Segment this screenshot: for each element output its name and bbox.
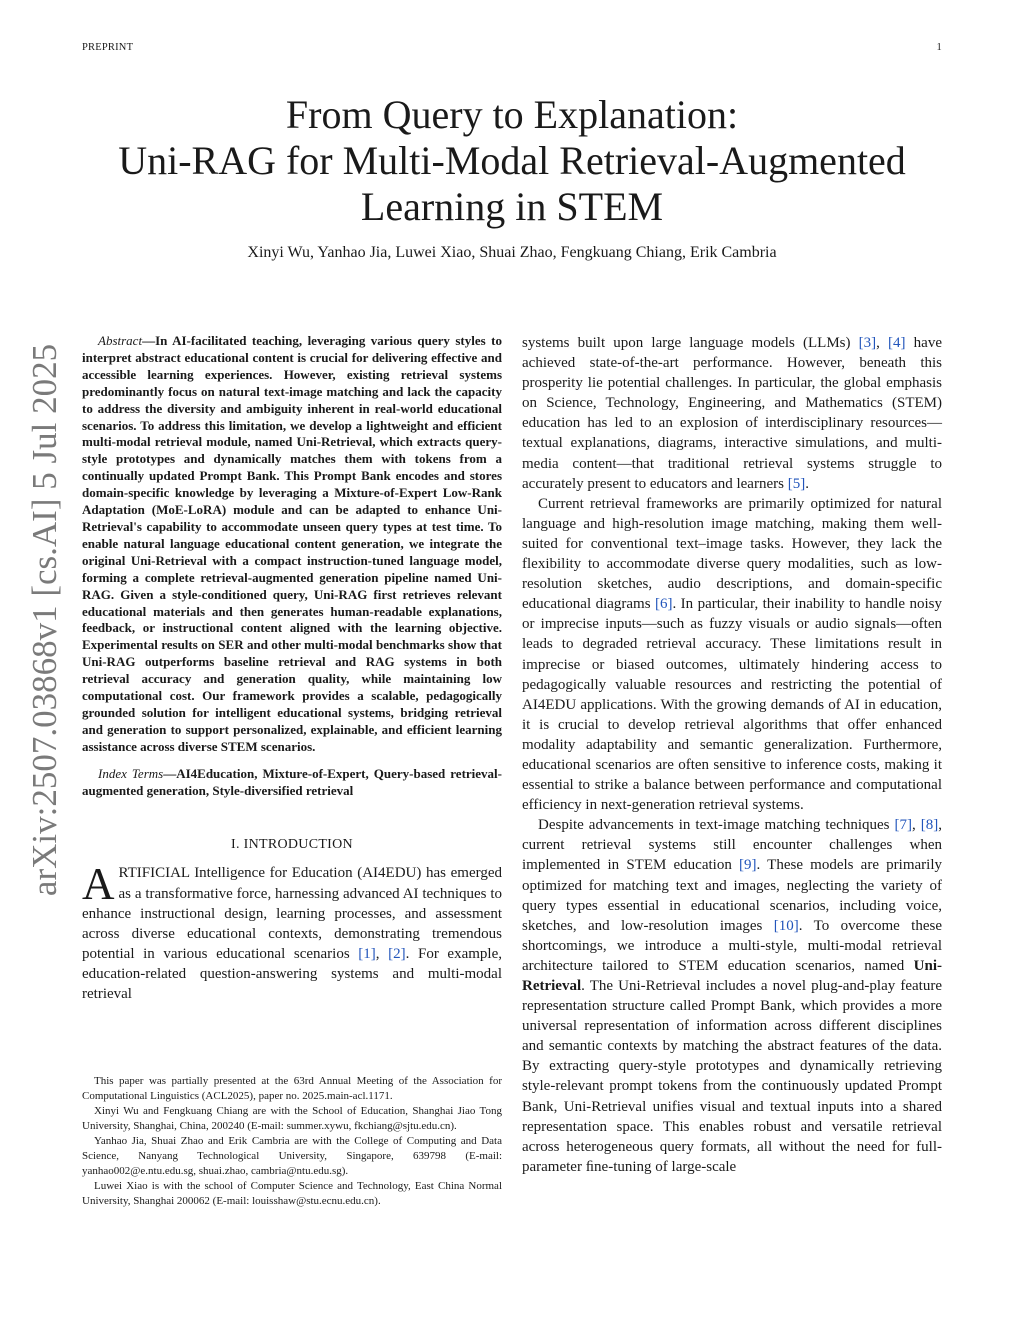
arxiv-stamp: arXiv:2507.03868v1 [cs.AI] 5 Jul 2025 bbox=[25, 343, 64, 897]
section-heading bbox=[82, 837, 502, 853]
section-title-rest: NTRODUCTION bbox=[248, 837, 353, 853]
right-column bbox=[522, 333, 942, 1177]
index-terms-label: Index Terms bbox=[98, 765, 164, 781]
section-number: I. bbox=[231, 837, 240, 853]
body-text: . To overcome these shortcomings, we introduce a multi-style, multi-modal retrieval architecture tailored to STEM education scenarios, named bbox=[522, 917, 942, 974]
title-line-2: Uni-RAG for Multi-Modal Retrieval-Augmented bbox=[118, 138, 906, 183]
intro-text: , bbox=[375, 945, 389, 962]
intro-text: Intelligence for Education (AI4EDU) has emerged as a transformative force, harnessing advanced AI techniques to enhance instructional design, learning processes, and assessment across diverse educational contexts, demonstrating tremendous potential in various educational scenarios bbox=[82, 865, 502, 962]
citation-link[interactable]: [5] bbox=[787, 475, 806, 492]
title-line-1: From Query to Explanation: bbox=[285, 92, 739, 137]
citation-link[interactable]: [9] bbox=[739, 857, 757, 874]
abstract-text: —In AI-facilitated teaching, leveraging various query styles to interpret abstract educational content is crucial for delivering effective and accessible learning experiences. However, existing retrieval systems predominantly focus on natural text-image matching and lack the capacity to address the diversity and ambiguity inherent in real-world educational scenarios. To address this limitation, we develop a lightweight and efficient multi-modal retrieval module, named Uni-Retrieval, which extracts query-style prototypes and dynamically matches them with tokens from a continually updated Prompt Bank. This Prompt Bank encodes and stores domain-specific knowledge by leveraging a Mixture-of-Expert Low-Rank Adaptation (MoE-LoRA) module and can be adapted to enhance Uni-Retrieval's capability to accommodate unseen query types at test time. To enable natural language educational content generation, we integrate the original Uni-Retrieval with a compact instruction-tuned language model, forming a complete retrieval-augmented generation pipeline named Uni-RAG. Given a style-conditioned query, Uni-RAG first retrieves relevant educational materials and then generates human-readable explanations, feedback, or instructional content aligned with the learning objective. Experimental results on SER and other multi-modal benchmarks show that Uni-RAG outperforms baseline retrieval and RAG systems in both retrieval accuracy and generation quality, while maintaining low computational cost. Our framework provides a scalable, pedagogically grounded solution for intelligent educational systems, bridging retrieval and generation to support personalized, explainable, and efficient learning assistance across diverse STEM scenarios. bbox=[82, 333, 502, 754]
body-paragraph-3 bbox=[522, 815, 942, 1177]
body-text: , bbox=[912, 817, 921, 834]
section-title-first: I bbox=[243, 837, 249, 853]
citation-link[interactable]: [4] bbox=[888, 335, 906, 351]
body-text: . The Uni-Retrieval includes a novel plug-and-play feature representation structure called Prompt Bank, which provides a more universal representation of information across different disciplines and semantic contexts by matching the abstract features of the data. By extracting query-style prototypes and dynamically retrieving style-relevant prompt tokens from the continuously updated Prompt Bank, Uni-Retrieval unifies visual and textual inputs into a shared representation space. This enables robust and versatile retrieval across heterogeneous query formats, all without the need for full-parameter ﬁne-tuning of large-scale bbox=[522, 978, 942, 1175]
body-text: Despite advancements in text-image matching techniques bbox=[538, 817, 895, 834]
footnote: Xinyi Wu and Fengkuang Chiang are with the School of Education, Shanghai Jiao Tong University, Shanghai, China, 200240 (E-mail: summer.xywu, fkchiang@sjtu.edu.cn). bbox=[82, 1105, 502, 1132]
citation-link[interactable]: [8] bbox=[920, 817, 939, 834]
body-paragraph-2 bbox=[522, 494, 942, 816]
citation-link[interactable]: [10] bbox=[773, 917, 799, 934]
footnote: This paper was partially presented at the 63rd Annual Meeting of the Association for Computational Linguistics (ACL2025), paper no. 2025.main-acl.1171. bbox=[82, 1075, 502, 1102]
citation-link[interactable]: [2] bbox=[388, 945, 406, 962]
body-text: , current retrieval systems still encounter challenges when implemented in STEM education bbox=[522, 817, 942, 874]
paper-title bbox=[0, 92, 1024, 230]
left-column bbox=[82, 333, 502, 1004]
body-text: . These models are primarily optimized for matching text and images, neglecting the variety of query types essential in educational scenarios, including voice, sketches, and low-resolution images bbox=[522, 857, 942, 934]
title-line-3: Learning in STEM bbox=[360, 184, 664, 229]
index-terms-text: —AI4Education, Mixture-of-Expert, Query-based retrieval-augmented generation, Style-diversified retrieval bbox=[82, 765, 502, 798]
body-paragraph-1 bbox=[522, 333, 942, 494]
footnote: Luwei Xiao is with the school of Computer Science and Technology, East China Normal University, Shanghai 200062 (E-mail: louisshaw@stu.ecnu.edu.cn). bbox=[82, 1180, 502, 1207]
footnotes bbox=[82, 1074, 502, 1209]
abstract-label: Abstract bbox=[98, 333, 143, 348]
citation-link[interactable]: [3] bbox=[858, 335, 877, 351]
body-text: , bbox=[876, 335, 889, 351]
body-text: . bbox=[805, 475, 809, 492]
citation-link[interactable]: [7] bbox=[894, 817, 912, 834]
drop-cap: A bbox=[82, 859, 115, 910]
body-text: Current retrieval frameworks are primarily optimized for natural language and high-resolution image matching, making them well-suited for conventional text–image tasks. However, they lack the flexibility to accommodate diverse query modalities, such as low-resolution sketches, audio descriptions, and domain-specific educational diagrams bbox=[522, 495, 942, 613]
intro-first-word: RTIFICIAL bbox=[118, 865, 190, 882]
body-text: have achieved state-of-the-art performance. However, beneath this prosperity lie potential challenges. In particular, the global emphasis on Science, Technology, Engineering, and Mathematics (STEM) education has led to an explosion of interdisciplinary resources—textual explanations, diagrams, interactive simulations, and multi-media content—that traditional retrieval systems struggle to accurately present to educators and learners bbox=[522, 335, 942, 492]
citation-link[interactable]: [1] bbox=[358, 945, 376, 962]
page-number: 1 bbox=[936, 42, 942, 53]
footnote: Yanhao Jia, Shuai Zhao and Erik Cambria are with the College of Computing and Data Science, Nanyang Technological University, Singapore, 639798 (E-mail: yanhao002@e.ntu.edu.sg, shuai.zhao, cambria@ntu.edu.sg). bbox=[82, 1135, 502, 1177]
body-text: systems built upon large language models (LLMs) bbox=[522, 335, 859, 351]
citation-link[interactable]: [6] bbox=[654, 596, 673, 613]
body-text: . In particular, their inability to handle noisy or imprecise inputs—such as fuzzy visuals or audio signals—often leads to degraded retrieval accuracy. These limitations result in imprecise or biased outcomes, ultimately hindering access to pedagogically valuable resources and restricting the potential of AI4EDU applications. With the growing demands of AI in education, it is crucial to develop retrieval algorithms that offer enhanced modality adaptability and semantic generalization. Furthermore, educational scenarios are often sensitive to inference costs, making it essential to strike a balance between performance and computational efficiency in next-generation retrieval systems. bbox=[522, 596, 942, 814]
intro-paragraph bbox=[82, 859, 502, 1004]
author-list: Xinyi Wu, Yanhao Jia, Luwei Xiao, Shuai Zhao, Fengkuang Chiang, Erik Cambria bbox=[247, 244, 777, 261]
bold-term: Uni-Retrieval bbox=[522, 957, 942, 994]
index-terms bbox=[82, 766, 502, 800]
running-header: PREPRINT bbox=[82, 42, 134, 53]
abstract bbox=[82, 333, 502, 756]
intro-text: . For example, education-related question-answering systems and multi-modal retrieval bbox=[82, 945, 502, 1003]
